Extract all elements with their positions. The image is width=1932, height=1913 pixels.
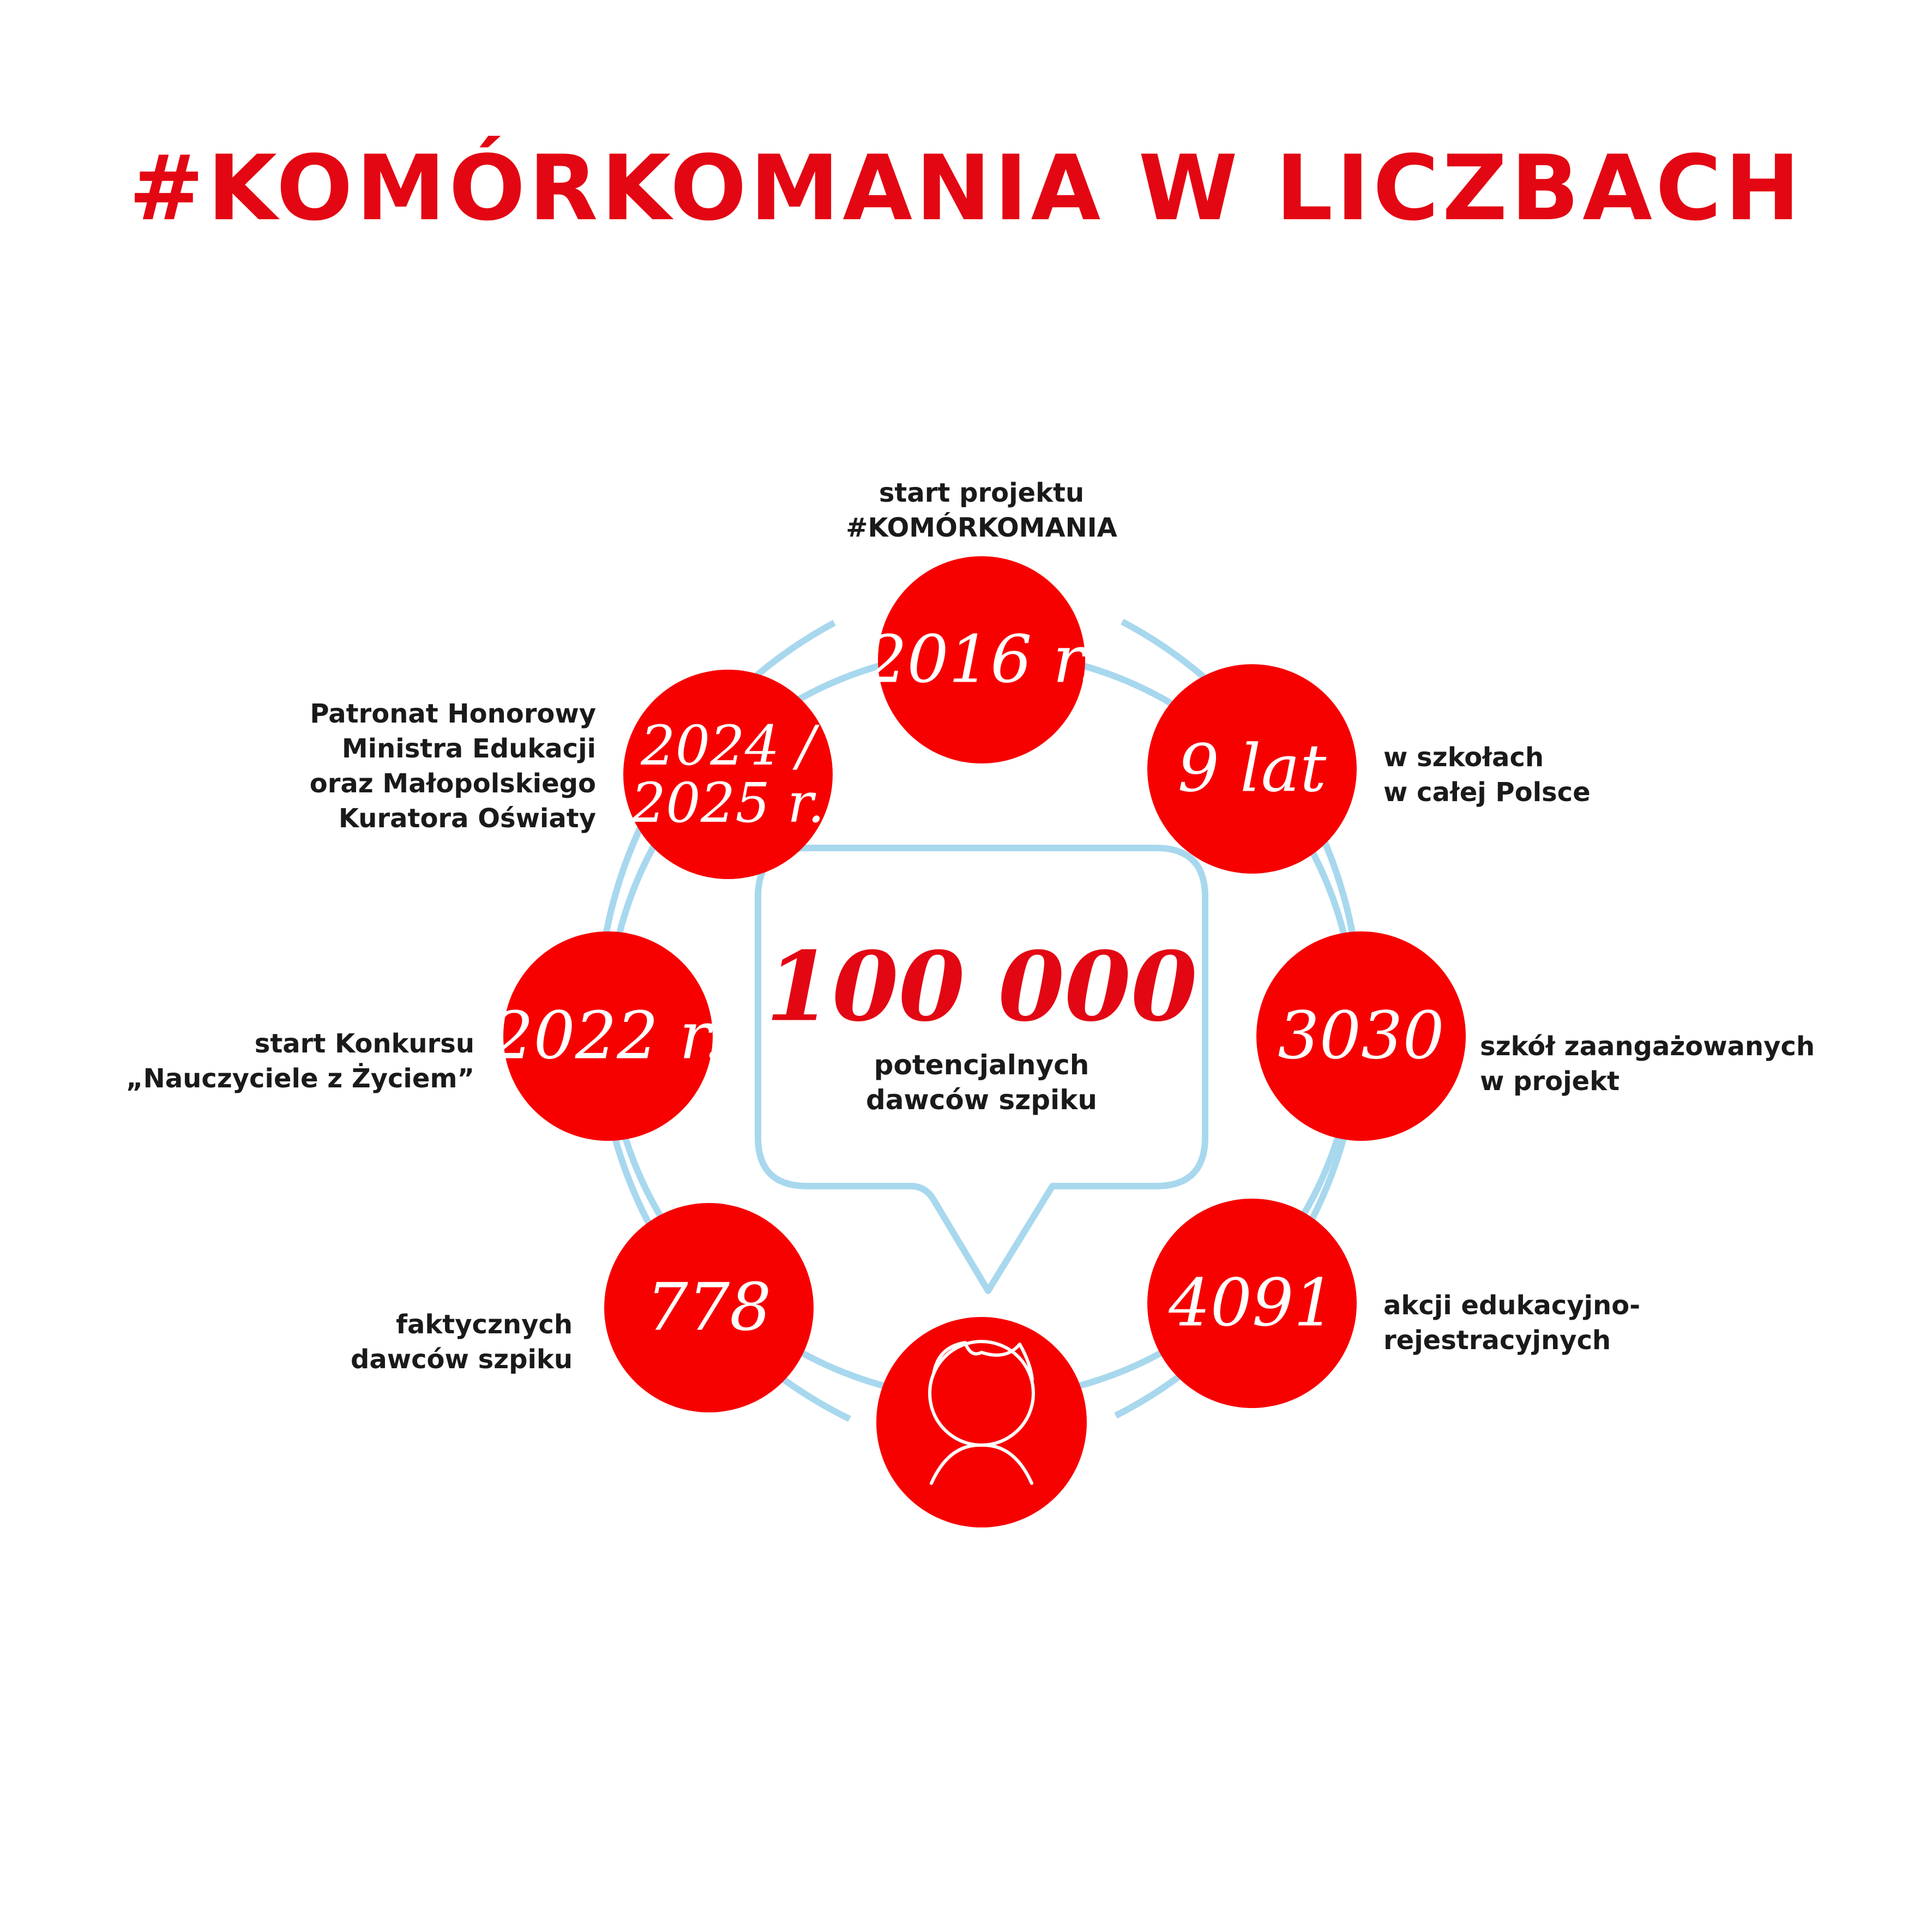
stat-value: 2022 r. [492,998,724,1074]
stat-value: 2025 r. [631,771,825,835]
stat-label-line: szkół zaangażowanych [1480,1031,1815,1062]
stat-label-line: dawców szpiku [351,1344,573,1375]
stat-node-lata [1147,664,1591,874]
stat-label-line: akcji edukacyjno- [1383,1290,1641,1321]
stat-label-line: faktycznych [396,1309,573,1340]
stat-value: 778 [646,1270,772,1346]
stat-label-line: Ministra Edukacji [341,733,596,764]
stat-value: 9 lat [1177,731,1327,807]
stat-value: 4091 [1169,1265,1335,1341]
stat-label-line: Patronat Honorowy [310,699,596,729]
stat-node-szkoly [1256,931,1815,1141]
stat-value: 2016 r. [865,622,1098,698]
stat-label-line: w projekt [1480,1066,1620,1097]
stat-label-line: start Konkursu [254,1028,474,1059]
stat-node-konkurs [126,931,724,1141]
center-value: 100 000 [766,931,1197,1043]
stat-label-line: start projektu [878,478,1085,508]
stat-value: 3030 [1278,998,1445,1074]
stat-node-start-projektu [846,478,1117,763]
stat-node-akcje [1147,1199,1640,1408]
center-caption-line: potencjalnych [874,1049,1090,1081]
stat-label-line: w szkołach [1383,742,1544,773]
person-node [876,1317,1087,1527]
stat-label-line: w całej Polsce [1383,777,1591,808]
stat-label-line: oraz Małopolskiego [309,768,596,799]
center-caption-line: dawców szpiku [866,1084,1097,1116]
stat-node-dawcy [351,1203,814,1412]
stat-label-line: rejestracyjnych [1383,1325,1611,1356]
stat-label-line: „Nauczyciele z Życiem” [126,1063,474,1094]
page-title: #KOMÓRKOMANIA W LICZBACH [128,136,1804,240]
stat-value: 2024 / [641,714,815,778]
stat-label-line: Kuratora Oświaty [338,803,596,834]
stat-label-line: #KOMÓRKOMANIA [846,513,1117,543]
stat-node-patronat [310,670,833,879]
person-circle [876,1317,1087,1527]
